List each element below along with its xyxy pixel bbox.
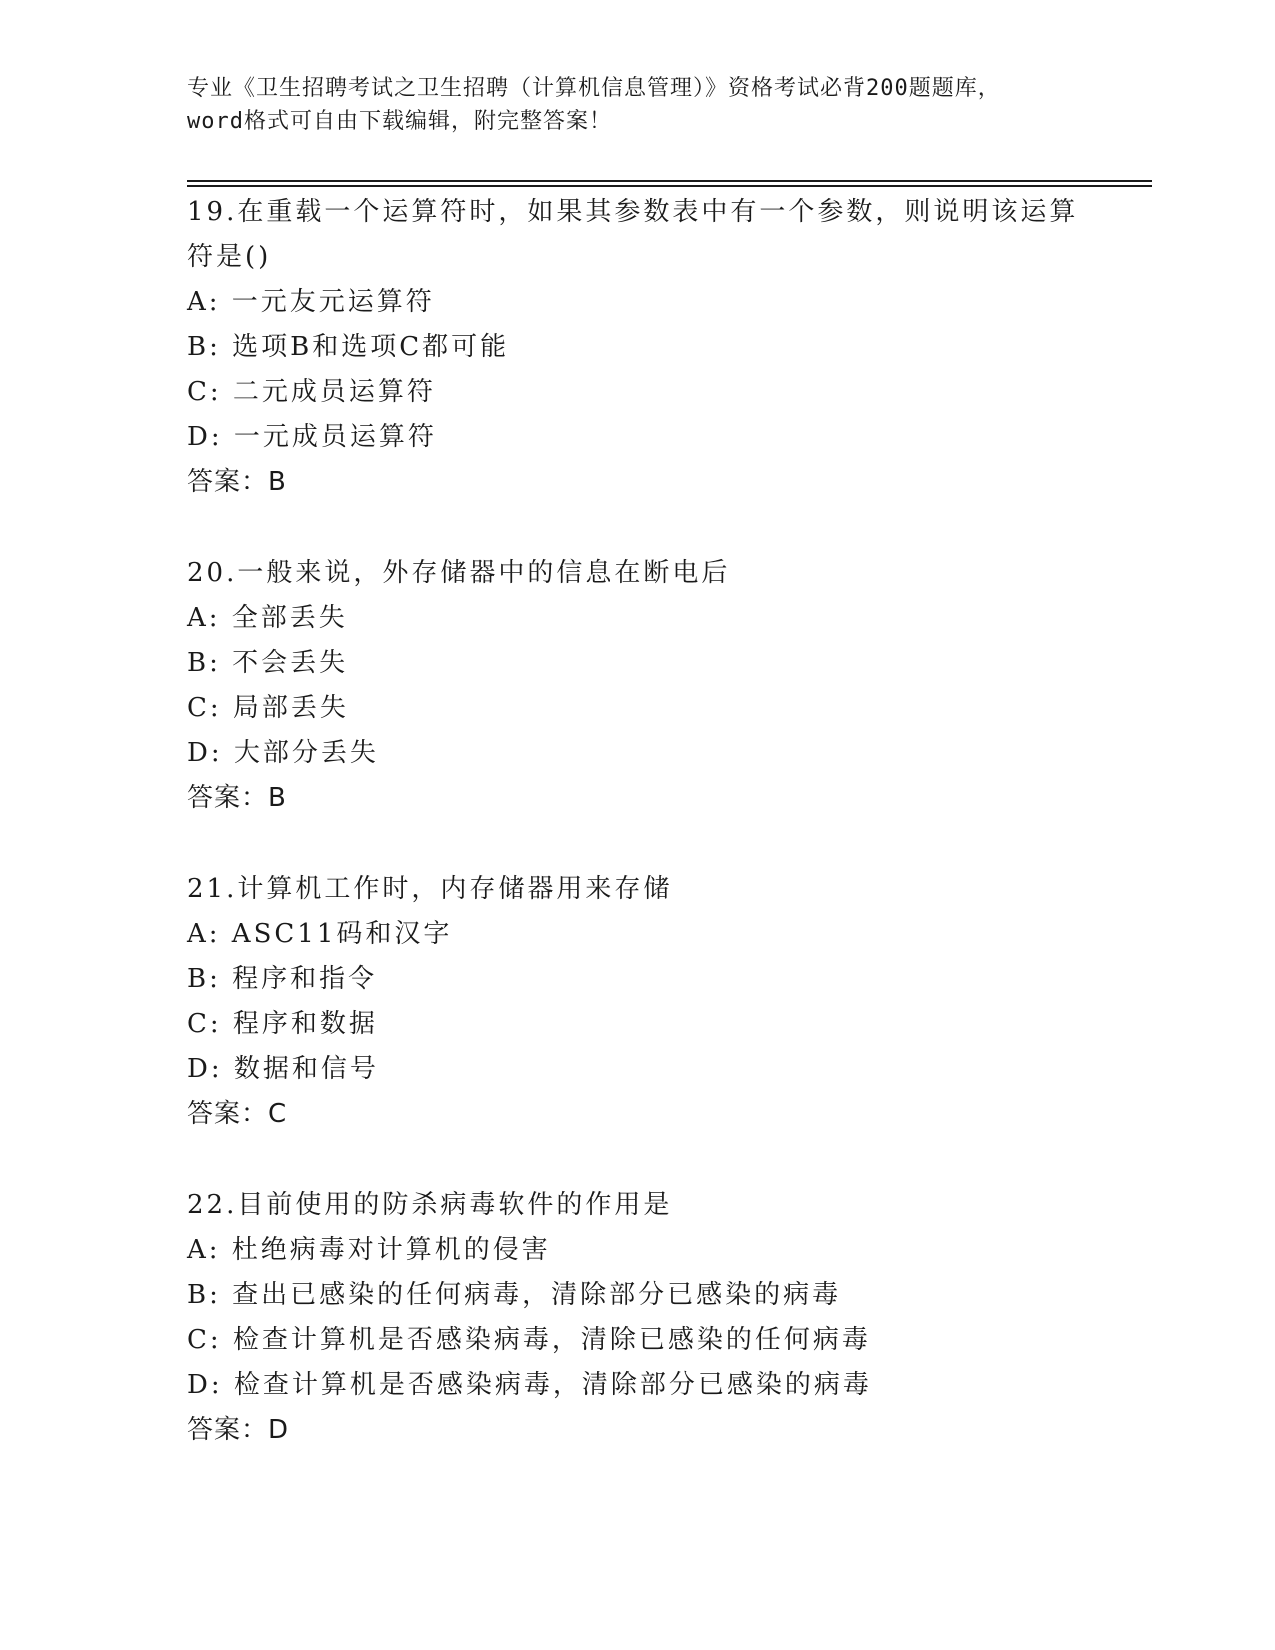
question-stem — [187, 190, 1087, 280]
option-b: B: 查出已感染的任何病毒，清除部分已感染的病毒 — [187, 1280, 842, 1310]
option-a: A: ASC11码和汉字 — [187, 919, 453, 949]
question-stem-line: 19.在重载一个运算符时，如果其参数表中有一个参数，则说明该运算 — [187, 197, 1079, 227]
option-c: C: 程序和数据 — [187, 1009, 378, 1039]
question-19 — [187, 190, 1087, 505]
question-stem — [187, 867, 1087, 912]
question-20 — [187, 551, 1087, 821]
question-21 — [187, 867, 1087, 1137]
option-c: C: 检查计算机是否感染病毒，清除已感染的任何病毒 — [187, 1325, 871, 1355]
option-d: D: 数据和信号 — [187, 1054, 379, 1084]
option-c: C: 局部丢失 — [187, 693, 349, 723]
document-header — [187, 72, 1087, 138]
option-d: D: 检查计算机是否感染病毒，清除部分已感染的病毒 — [187, 1370, 872, 1400]
option-a: A: 一元友元运算符 — [187, 287, 435, 317]
question-stem — [187, 551, 1087, 596]
header-line-2: word格式可自由下载编辑，附完整答案！ — [187, 109, 612, 134]
option-c: C: 二元成员运算符 — [187, 377, 436, 407]
header-divider-top — [187, 180, 1152, 182]
answer-line: 答案：C — [187, 1099, 288, 1129]
question-stem-line: 20.一般来说，外存储器中的信息在断电后 — [187, 558, 731, 588]
option-a: A: 杜绝病毒对计算机的侵害 — [187, 1235, 551, 1265]
question-stem-line: 22.目前使用的防杀病毒软件的作用是 — [187, 1190, 673, 1220]
question-stem-line: 符是() — [187, 242, 272, 272]
header-divider-bottom — [187, 185, 1152, 187]
header-line-1: 专业《卫生招聘考试之卫生招聘（计算机信息管理）》资格考试必背200题题库， — [187, 76, 1001, 101]
answer-line: 答案：D — [187, 1415, 290, 1445]
option-b: B: 选项B和选项C都可能 — [187, 332, 510, 362]
question-list — [187, 190, 1087, 1499]
option-a: A: 全部丢失 — [187, 603, 348, 633]
answer-line: 答案：B — [187, 783, 287, 813]
question-stem-line: 21.计算机工作时，内存储器用来存储 — [187, 874, 673, 904]
option-d: D: 一元成员运算符 — [187, 422, 437, 452]
option-b: B: 不会丢失 — [187, 648, 349, 678]
option-b: B: 程序和指令 — [187, 964, 378, 994]
option-d: D: 大部分丢失 — [187, 738, 379, 768]
answer-line: 答案：B — [187, 467, 287, 497]
question-22 — [187, 1183, 1087, 1453]
question-stem — [187, 1183, 1087, 1228]
